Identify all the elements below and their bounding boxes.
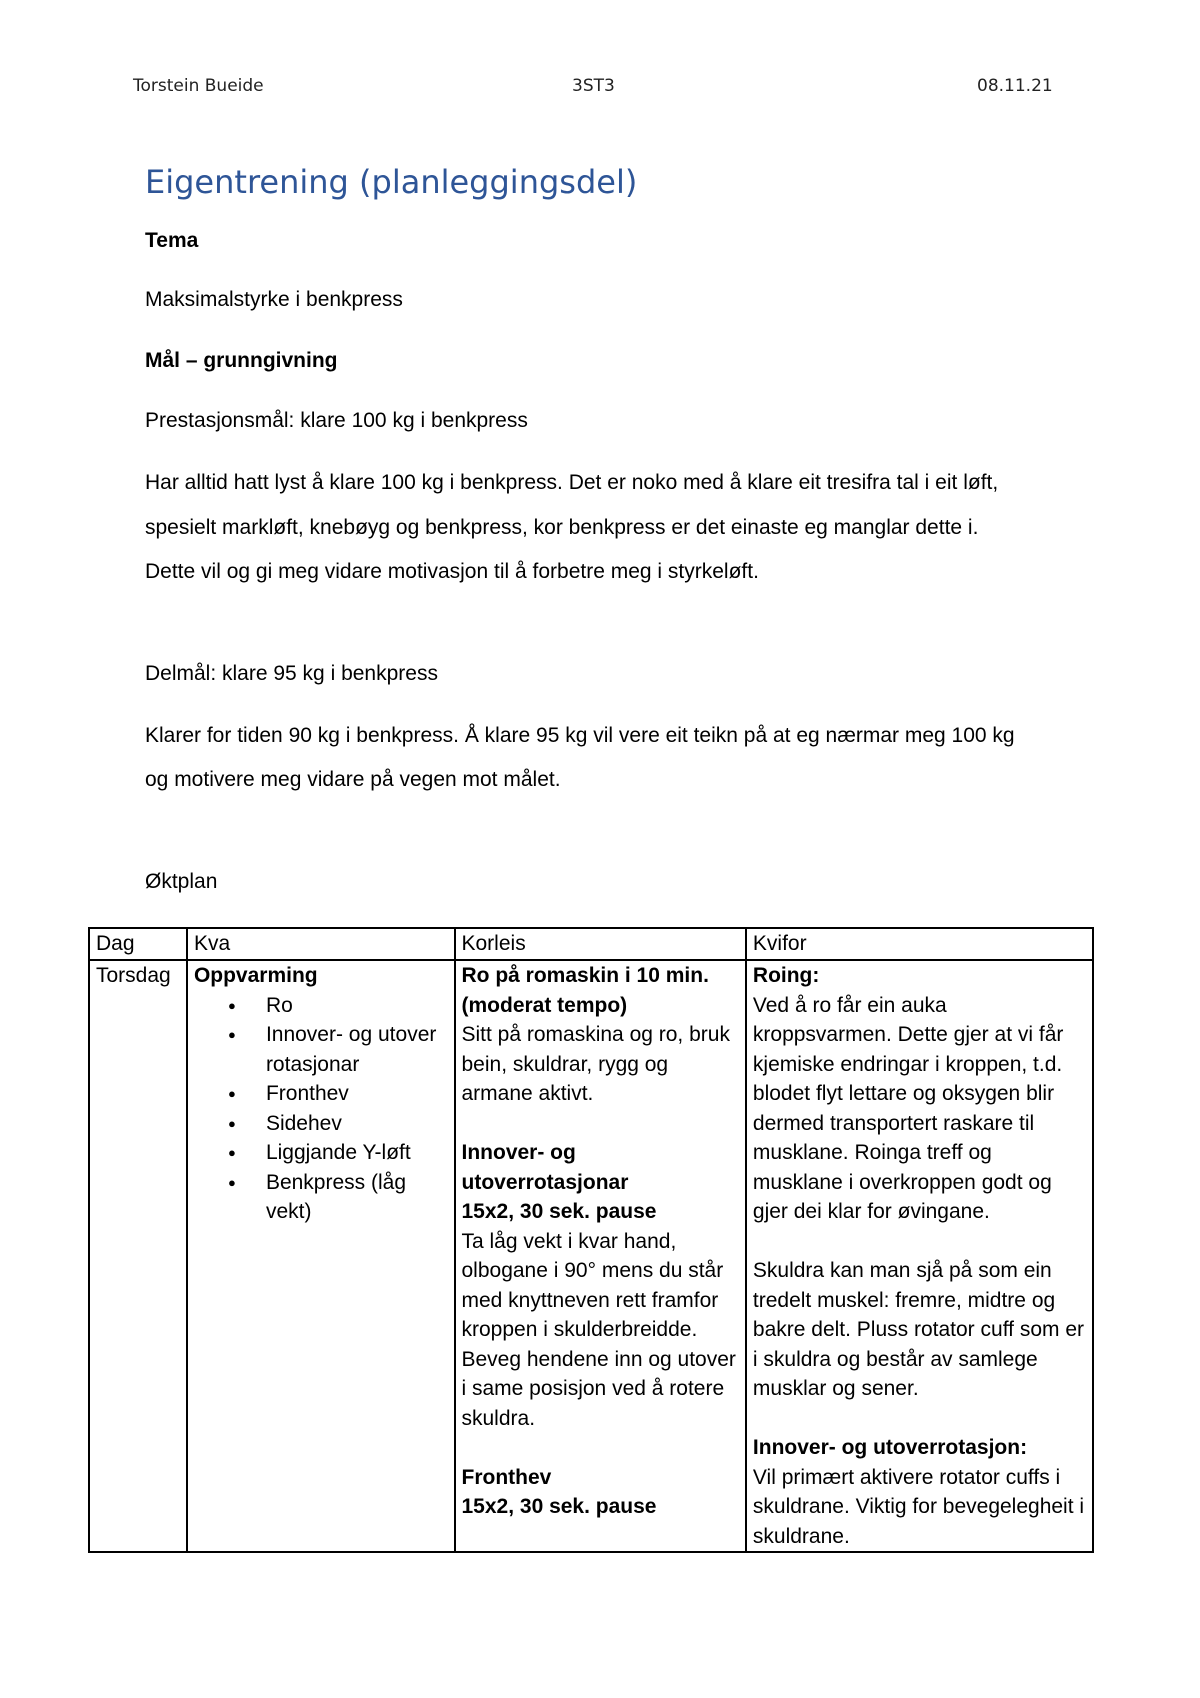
kvifor-rot-title: Innover- og utoverrotasjon: [752,1436,1028,1459]
tema-label: Tema [145,229,199,252]
reason-line: Har alltid hatt lyst å klare 100 kg i benkpress. Det er noko med å klare eit tresifra tal i eit løft, [145,471,999,494]
col-header-kvifor: Kvifor [746,928,1093,960]
table-row [89,960,1093,1552]
session-plan-table [88,927,1094,1553]
korleis-front-title: Fronthev [461,1465,552,1489]
col-header-kva: Kva [187,928,455,960]
delmaal: Delmål: klare 95 kg i benkpress [145,662,438,685]
cell-dag [89,960,187,1552]
korleis-front-reps: 15x2, 30 sek. pause [461,1495,657,1518]
kvifor-rot-text: Vil primært aktivere rotator cuffs i skuldrane. Viktig for bevegelegheit i skuldrane. [752,1465,1085,1548]
delmaal-line: og motivere meg vidare på vegen mot målet. [145,768,561,791]
maal-label: Mål – grunngivning [145,349,338,372]
kvifor-skuldra-text: Skuldra kan man sjå på som ein tredelt muskel: fremre, midtre og bakre delt. Pluss rotator cuff som er i skuldra og består av samlege musklar og sener. [752,1259,1084,1400]
kvifor-roing-title: Roing: [752,964,820,987]
list-item: ● Fronthev [266,1079,448,1109]
korleis-ro-text: Sitt på romaskina og ro, bruk bein, skuldrar, rygg og armane aktivt. [461,1023,730,1105]
list-item: ● Ro [266,991,448,1021]
cell-kva [187,960,455,1552]
document-title: Eigentrening (planleggingsdel) [145,163,638,201]
korleis-rot-reps: 15x2, 30 sek. pause [461,1200,657,1223]
prestasjonsmaal: Prestasjonsmål: klare 100 kg i benkpress [145,409,528,432]
korleis-ro-title: Ro på romaskin i 10 min. (moderat tempo) [461,964,709,1017]
header-class: 3ST3 [572,76,615,96]
list-item: ● Liggjande Y-løft [266,1138,448,1168]
korleis-rot-title: Innover- og utoverrotasjonar [461,1141,629,1194]
kva-list [194,991,448,1227]
col-header-dag: Dag [89,928,187,960]
tema-text: Maksimalstyrke i benkpress [145,288,403,311]
list-item: ● Sidehev [266,1109,448,1139]
header-author: Torstein Bueide [133,76,264,96]
col-header-korleis: Korleis [455,928,746,960]
korleis-rot-text: Ta låg vekt i kvar hand, olbogane i 90° mens du står med knyttneven rett framfor kroppen i skulderbreidde. Beveg hendene inn og utover i same posisjon ved å rotere skuldra. [461,1229,736,1430]
oktplan-label: Øktplan [145,870,218,893]
cell-korleis [455,960,746,1552]
delmaal-line: Klarer for tiden 90 kg i benkpress. Å klare 95 kg vil vere eit teikn på at eg nærmar meg 100 kg [145,724,1015,747]
dag-text: Torsdag [96,964,171,987]
reason-line: Dette vil og gi meg vidare motivasjon til å forbetre meg i styrkeløft. [145,560,759,583]
header-date: 08.11.21 [977,76,1053,96]
table-header-row [89,928,1093,960]
list-item: ● Innover- og utover rotasjonar [266,1020,448,1079]
reason-line: spesielt markløft, knebøyg og benkpress, kor benkpress er det einaste eg manglar dette i. [145,516,979,539]
kva-title: Oppvarming [193,964,318,987]
kvifor-roing-text: Ved å ro får ein auka kroppsvarmen. Dette gjer at vi får kjemiske endringar i kroppen, t.d. blodet flyt lettare og oksygen blir dermed transportert raskare til musklane. Roinga treff og musklane i overkroppen godt og gjer dei klar for øvingane. [752,993,1064,1223]
cell-kvifor [746,960,1093,1552]
list-item: ● Benkpress (låg vekt) [266,1168,448,1227]
